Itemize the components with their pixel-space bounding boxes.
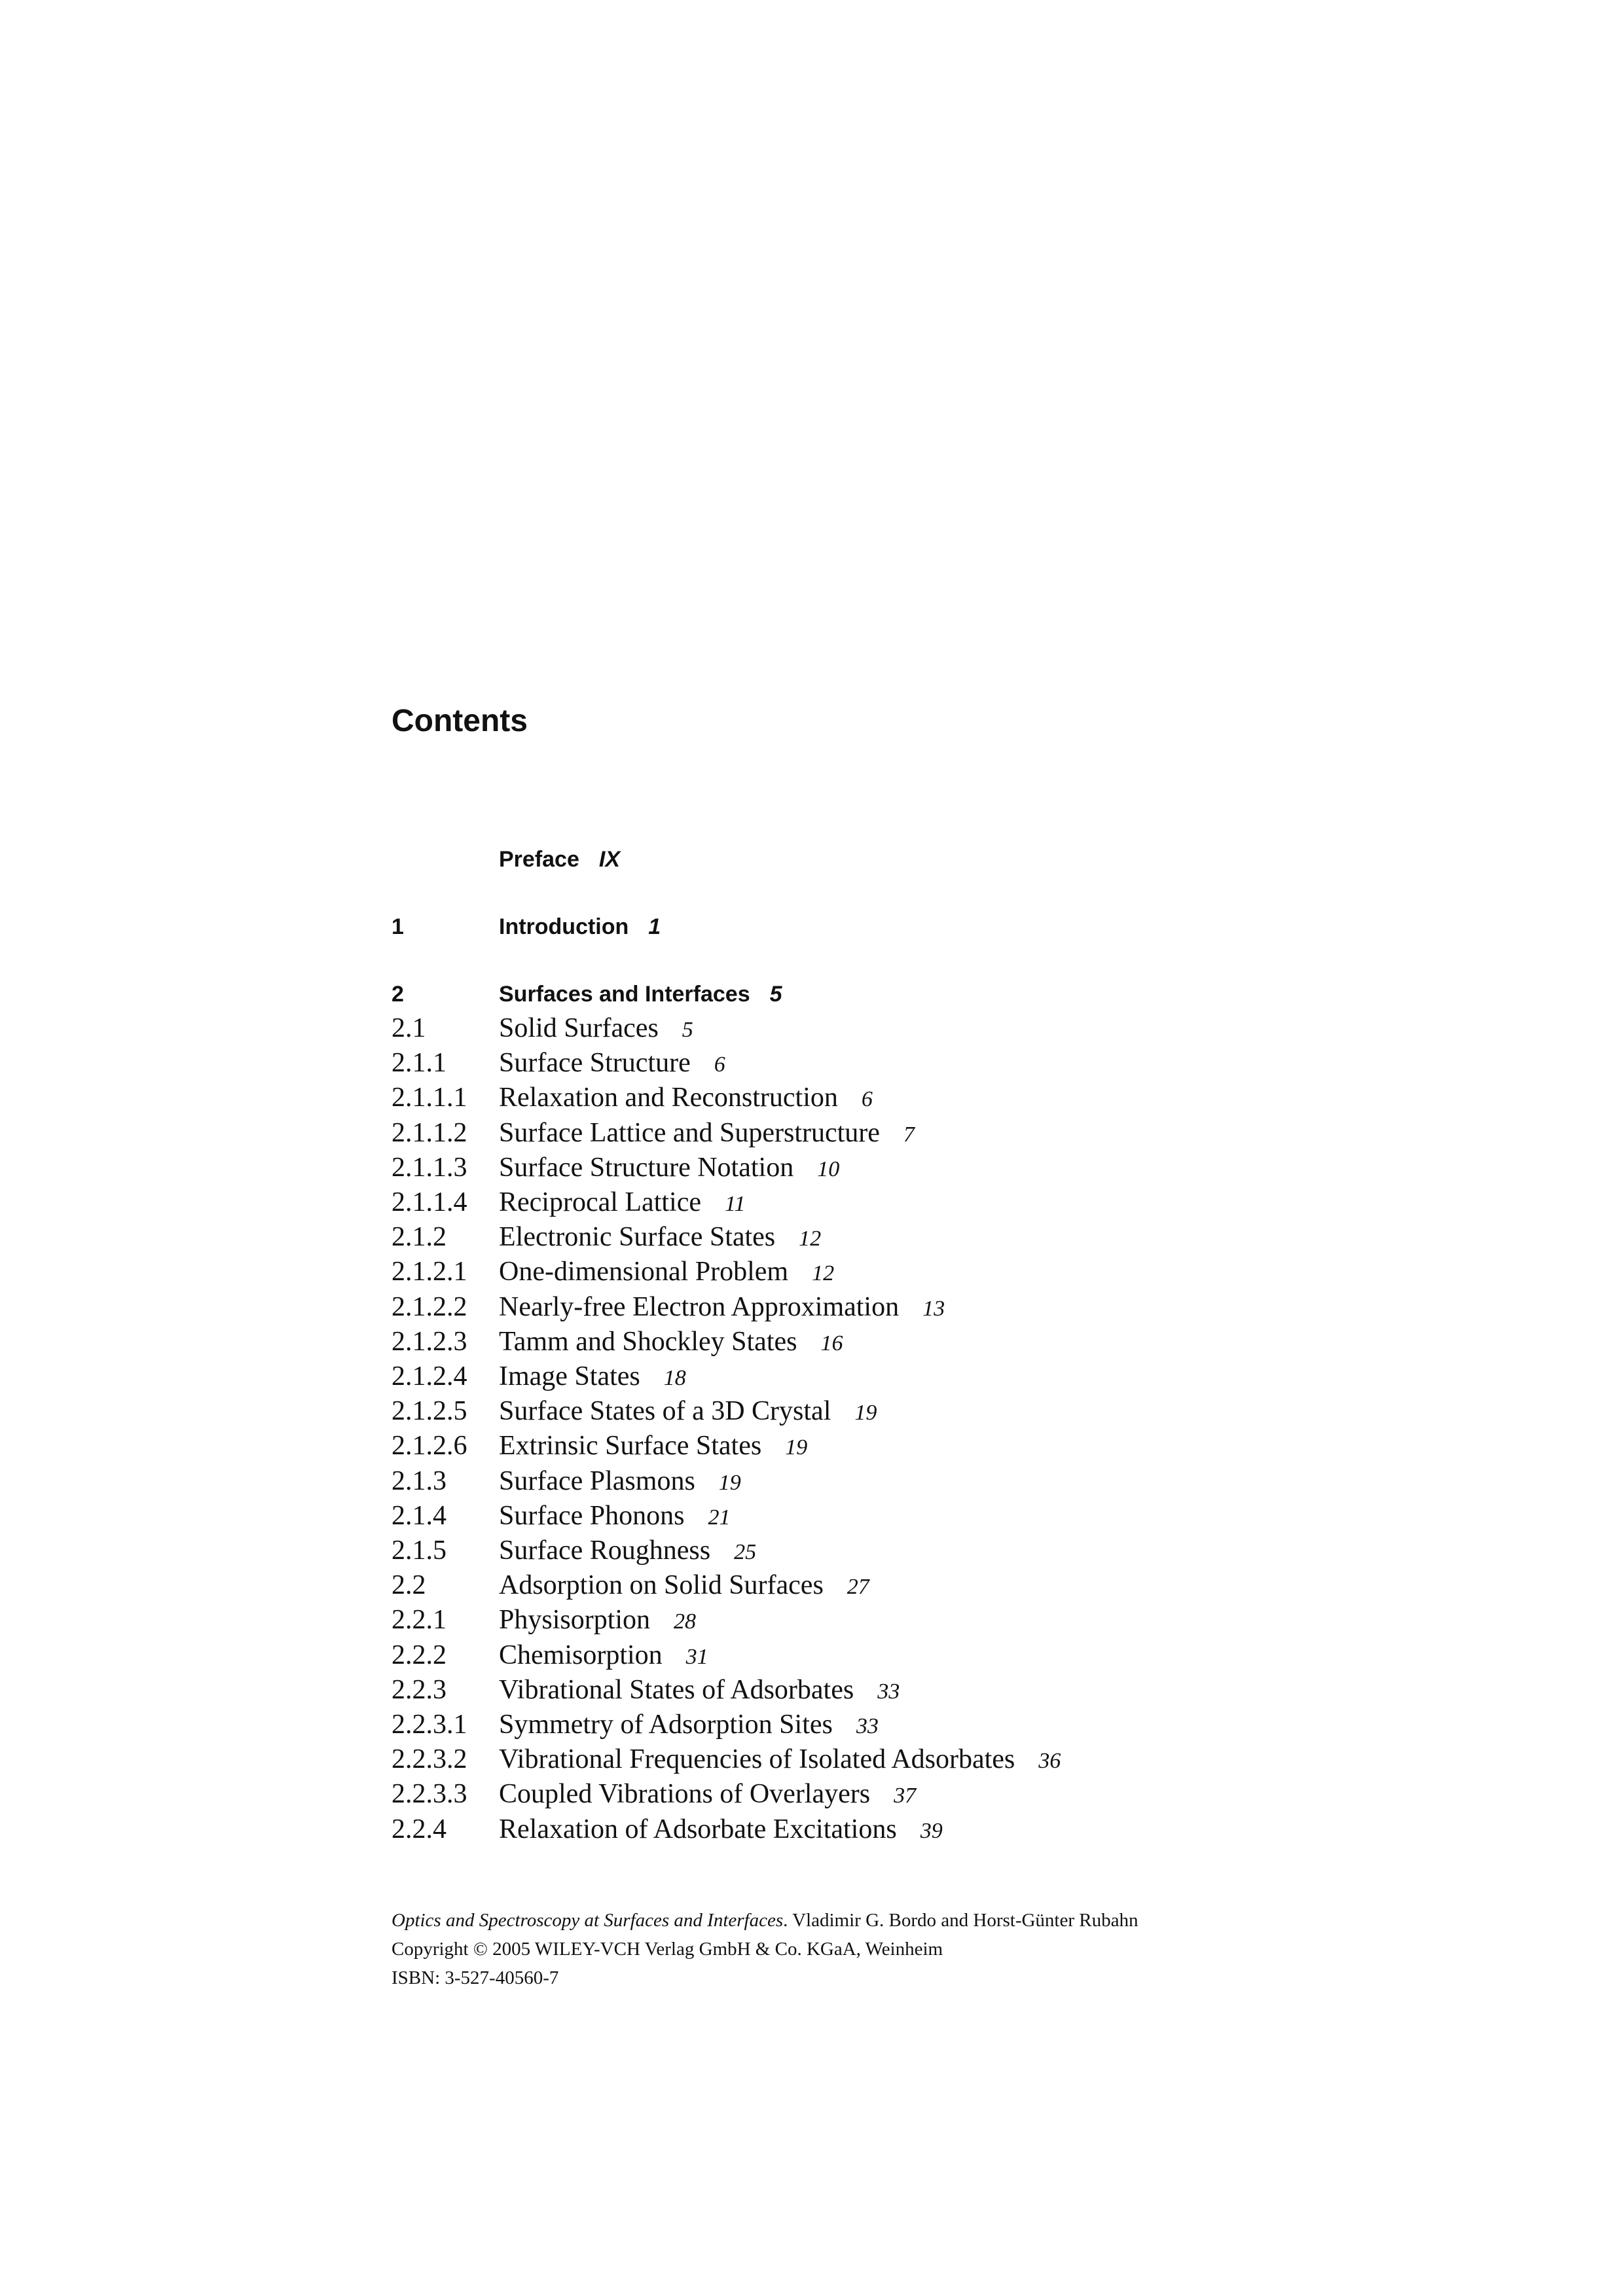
toc-entry-title-wrap bbox=[499, 1324, 843, 1361]
toc-entry-page: 1 bbox=[648, 914, 661, 939]
toc-entry-page: IX bbox=[598, 847, 620, 872]
toc-entry-page: 25 bbox=[734, 1540, 757, 1564]
toc-entry-title: Chemisorption bbox=[499, 1640, 663, 1670]
toc-entry-title-wrap bbox=[499, 1045, 725, 1083]
toc-entry-page: 19 bbox=[718, 1470, 741, 1495]
toc-entry-title-wrap bbox=[499, 1776, 916, 1814]
toc-entry-title-wrap bbox=[499, 1428, 807, 1465]
toc-entry-title: Surface Structure bbox=[499, 1048, 691, 1079]
toc-entry-title: Tamm and Shockley States bbox=[499, 1326, 797, 1357]
toc-entry-title-wrap bbox=[499, 1219, 821, 1257]
toc-entry-number: 2.1.1.1 bbox=[392, 1083, 467, 1113]
page-title: Contents bbox=[392, 704, 528, 738]
toc-entry-number: 2.1.3 bbox=[392, 1465, 447, 1496]
toc-entry-title: Vibrational States of Adsorbates bbox=[499, 1674, 854, 1705]
copyright-footer bbox=[392, 1906, 1138, 1992]
toc-entry-title: Surface Structure Notation bbox=[499, 1152, 794, 1183]
toc-entry-number: 2.1.2 bbox=[392, 1222, 447, 1253]
toc-entry-page: 16 bbox=[820, 1331, 843, 1355]
toc-entry-title: One-dimensional Problem bbox=[499, 1257, 789, 1287]
toc-entry-number: 2.2.3 bbox=[392, 1674, 447, 1705]
toc-entry-number: 2.1.2.6 bbox=[392, 1431, 467, 1462]
toc-entry-page: 39 bbox=[920, 1818, 943, 1843]
toc-entry-title-wrap bbox=[499, 1115, 915, 1153]
toc-entry-page: 6 bbox=[861, 1087, 873, 1112]
toc-entry-number: 2.1.2.2 bbox=[392, 1291, 467, 1322]
toc-entry-page: 5 bbox=[682, 1018, 693, 1042]
toc-entry-title: Surface Lattice and Superstructure bbox=[499, 1117, 880, 1148]
toc-entry-title: Surface Roughness bbox=[499, 1535, 711, 1566]
toc-entry-number: 2.1.1.4 bbox=[392, 1187, 467, 1217]
toc-entry-number: 2.2.4 bbox=[392, 1814, 447, 1844]
toc-entry-title-wrap bbox=[499, 1254, 834, 1291]
toc-entry-title: Image States bbox=[499, 1361, 640, 1391]
toc-entry-title: Surfaces and Interfaces bbox=[499, 982, 750, 1007]
toc-entry-page: 33 bbox=[856, 1714, 879, 1738]
toc-entry-title-wrap bbox=[499, 977, 782, 1012]
toc-entry-title-wrap bbox=[499, 1533, 756, 1570]
toc-entry-page: 13 bbox=[922, 1296, 945, 1321]
toc-entry-page: 12 bbox=[799, 1227, 822, 1251]
toc-entry-title: Extrinsic Surface States bbox=[499, 1431, 762, 1462]
toc-entry-number: 2.1.1.3 bbox=[392, 1152, 467, 1183]
toc-entry-title: Vibrational Frequencies of Isolated Adsorbates bbox=[499, 1744, 1015, 1775]
toc-entry-title: Reciprocal Lattice bbox=[499, 1187, 701, 1217]
toc-entry-number: 2.2.3.3 bbox=[392, 1779, 467, 1810]
toc-entry-title-wrap bbox=[499, 1638, 708, 1675]
toc-entry-number: 2.1.4 bbox=[392, 1500, 447, 1531]
toc-entry-page: 10 bbox=[817, 1157, 840, 1181]
toc-entry-number: 2 bbox=[392, 982, 404, 1007]
toc-entry-number: 2.2.2 bbox=[392, 1640, 447, 1670]
toc-entry-page: 18 bbox=[663, 1366, 686, 1390]
toc-entry-number: 1 bbox=[392, 914, 404, 939]
toc-entry-page: 5 bbox=[769, 982, 782, 1007]
toc-entry-page: 19 bbox=[854, 1401, 877, 1426]
toc-entry-page: 36 bbox=[1038, 1749, 1061, 1774]
toc-entry-number: 2.2.1 bbox=[392, 1605, 447, 1636]
toc-entry-title: Surface Plasmons bbox=[499, 1465, 695, 1496]
footer-book-title: Optics and Spectroscopy at Surfaces and Interfaces bbox=[392, 1910, 784, 1931]
toc-entry-title: Surface Phonons bbox=[499, 1500, 685, 1531]
toc-entry-title: Introduction bbox=[499, 914, 629, 939]
toc-entry-title-wrap bbox=[499, 1498, 730, 1535]
toc-entry-title: Adsorption on Solid Surfaces bbox=[499, 1570, 824, 1601]
toc-entry-title-wrap bbox=[499, 1185, 745, 1222]
toc-entry-title-wrap bbox=[499, 909, 661, 944]
toc-entry-title-wrap bbox=[499, 1602, 696, 1640]
toc-entry-title-wrap bbox=[499, 1742, 1061, 1779]
toc-entry-number: 2.1.2.1 bbox=[392, 1257, 467, 1287]
toc-entry-number: 2.1.5 bbox=[392, 1535, 447, 1566]
toc-entry-number: 2.2.3.1 bbox=[392, 1710, 467, 1740]
toc-entry-title: Solid Surfaces bbox=[499, 1013, 659, 1043]
toc-entry-number: 2.2.3.2 bbox=[392, 1744, 467, 1775]
toc-entry-page: 28 bbox=[674, 1609, 697, 1634]
toc-entry-title: Relaxation and Reconstruction bbox=[499, 1083, 838, 1113]
toc-entry-title-wrap bbox=[499, 842, 620, 877]
toc-entry-title-wrap bbox=[499, 1393, 877, 1431]
toc-entry-page: 33 bbox=[877, 1679, 900, 1704]
footer-authors: . Vladimir G. Bordo and Horst-Günter Rubahn bbox=[783, 1910, 1139, 1931]
toc-entry-page: 31 bbox=[685, 1644, 708, 1669]
toc-entry-title: Physisorption bbox=[499, 1605, 651, 1636]
toc-entry-number: 2.1.2.4 bbox=[392, 1361, 467, 1391]
toc-entry-number: 2.1.1.2 bbox=[392, 1117, 467, 1148]
toc-entry-number: 2.1.1 bbox=[392, 1048, 447, 1079]
toc-entry-title-wrap bbox=[499, 1672, 900, 1710]
footer-copyright: Copyright © 2005 WILEY-VCH Verlag GmbH & Co. KGaA, Weinheim bbox=[392, 1939, 943, 1960]
toc-entry-page: 6 bbox=[714, 1052, 725, 1077]
toc-entry-title: Relaxation of Adsorbate Excitations bbox=[499, 1814, 897, 1844]
toc-entry-page: 11 bbox=[725, 1192, 746, 1216]
toc-entry-title: Coupled Vibrations of Overlayers bbox=[499, 1779, 871, 1810]
toc-entry-title-wrap bbox=[499, 1150, 839, 1187]
toc-entry-title-wrap bbox=[499, 1359, 686, 1396]
toc-entry-page: 7 bbox=[903, 1122, 915, 1147]
toc-entry-title-wrap bbox=[499, 1568, 869, 1605]
toc-entry-title-wrap bbox=[499, 1080, 873, 1117]
toc-entry-title: Electronic Surface States bbox=[499, 1222, 776, 1253]
footer-isbn: ISBN: 3-527-40560-7 bbox=[392, 1967, 559, 1988]
toc-entry-page: 19 bbox=[785, 1435, 808, 1460]
toc-entry-page: 37 bbox=[894, 1784, 917, 1808]
toc-entry-title-wrap bbox=[499, 1707, 879, 1744]
toc-entry-title-wrap bbox=[499, 1463, 741, 1501]
toc-entry-page: 21 bbox=[708, 1505, 731, 1530]
toc-entry-page: 12 bbox=[812, 1261, 835, 1286]
footer-citation-line bbox=[392, 1906, 1138, 1935]
toc-entry-title: Symmetry of Adsorption Sites bbox=[499, 1710, 833, 1740]
toc-entry-title-wrap bbox=[499, 1289, 945, 1327]
toc-entry-number: 2.1.2.5 bbox=[392, 1396, 467, 1427]
toc-entry-number: 2.1.2.3 bbox=[392, 1326, 467, 1357]
toc-entry-title-wrap bbox=[499, 1812, 943, 1849]
toc-entry-title: Surface States of a 3D Crystal bbox=[499, 1396, 831, 1427]
toc-entry-number: 2.1 bbox=[392, 1013, 426, 1043]
toc-entry-title: Preface bbox=[499, 847, 579, 872]
toc-entry-page: 27 bbox=[847, 1575, 869, 1600]
toc-entry-title-wrap bbox=[499, 1011, 693, 1048]
toc-entry-number: 2.2 bbox=[392, 1570, 426, 1601]
toc-entry-title: Nearly-free Electron Approximation bbox=[499, 1291, 900, 1322]
